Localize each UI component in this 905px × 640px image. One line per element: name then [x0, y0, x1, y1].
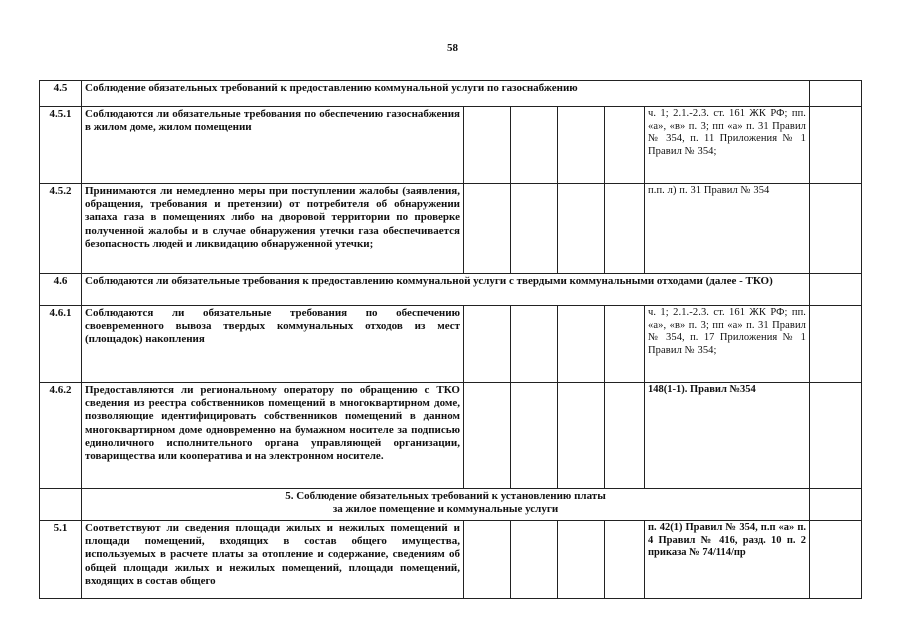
blank-cell — [40, 489, 82, 521]
blank-cell — [810, 274, 862, 306]
answer-yes-cell — [464, 521, 511, 599]
answer-na-cell — [558, 184, 605, 274]
row-number: 4.5 — [40, 81, 82, 107]
page-number: 58 — [447, 42, 458, 54]
answer-na-cell — [558, 107, 605, 184]
legal-reference: ч. 1; 2.1.-2.3. ст. 161 ЖК РФ; пп. «а», «в» п. 3; пп «а» п. 31 Правил № 354, п. 17 Приложения № 1 Правил № 354; — [645, 306, 810, 383]
requirement-text: Соответствуют ли сведения площади жилых и нежилых помещений и площади помещений, входящих в состав общего имущества, используемых в расчете платы за отопление и содержание, сведениям об общей площади жилых и нежилых помещений, площади помещений, входящих в состав общего — [82, 521, 464, 599]
answer-no-cell — [511, 107, 558, 184]
row-number: 4.6 — [40, 274, 82, 306]
requirement-text: Предоставляются ли региональному оператору по обращению с ТКО сведения из реестра собственников помещений в многоквартирном доме, позволяющие идентифицировать собственников помещений в данном многоквартирном доме одновременно на бумажном носителе за подписью единоличного исполнительного органа управляющей организации, товарищества или кооператива и на электронном носителе. — [82, 383, 464, 489]
answer-no-cell — [511, 306, 558, 383]
checklist-table — [39, 80, 862, 599]
section-heading-line: 5. Соблюдение обязательных требований к установлению платы — [285, 490, 606, 502]
blank-cell — [810, 489, 862, 521]
section-row — [40, 81, 862, 107]
note-cell — [605, 184, 645, 274]
row-number: 4.6.2 — [40, 383, 82, 489]
answer-yes-cell — [464, 306, 511, 383]
blank-cell — [810, 107, 862, 184]
answer-yes-cell — [464, 184, 511, 274]
answer-no-cell — [511, 383, 558, 489]
note-cell — [605, 306, 645, 383]
blank-cell — [810, 383, 862, 489]
note-cell — [605, 383, 645, 489]
requirement-text: Соблюдаются ли обязательные требования по обеспечению газоснабжения в жилом доме, жилом помещении — [82, 107, 464, 184]
note-cell — [605, 521, 645, 599]
legal-reference: п. 42(1) Правил № 354, п.п «а» п. 4 Правил № 416, разд. 10 п. 2 приказа № 74/114/пр — [645, 521, 810, 599]
answer-yes-cell — [464, 107, 511, 184]
legal-reference: ч. 1; 2.1.-2.3. ст. 161 ЖК РФ; пп. «а», «в» п. 3; пп «а» п. 31 Правил № 354, п. 11 Приложения № 1 Правил № 354; — [645, 107, 810, 184]
table-row — [40, 107, 862, 184]
requirement-text: Соблюдаются ли обязательные требования по обеспечению своевременного вывоза твердых коммунальных отходов из мест (площадок) накопления — [82, 306, 464, 383]
legal-reference: п.п. л) п. 31 Правил № 354 — [645, 184, 810, 274]
row-number: 4.6.1 — [40, 306, 82, 383]
table-row — [40, 184, 862, 274]
section-row — [40, 274, 862, 306]
answer-yes-cell — [464, 383, 511, 489]
answer-na-cell — [558, 306, 605, 383]
blank-cell — [810, 306, 862, 383]
section-heading-line: за жилое помещение и коммунальные услуги — [332, 503, 559, 516]
blank-cell — [810, 521, 862, 599]
answer-no-cell — [511, 184, 558, 274]
table-row — [40, 383, 862, 489]
blank-cell — [810, 81, 862, 107]
legal-reference: 148(1-1). Правил №354 — [645, 383, 810, 489]
requirement-text: Принимаются ли немедленно меры при поступлении жалобы (заявления, обращения, требования и претензии) от потребителя об обнаружении запаха газа в помещениях либо на дворовой территории по проверке полученной жалобы и в случае обнаружения утечки газа обеспечивается безопасность людей и ликвидацию обнаруженной утечки; — [82, 184, 464, 274]
note-cell — [605, 107, 645, 184]
row-number: 5.1 — [40, 521, 82, 599]
table-row — [40, 306, 862, 383]
section-title: Соблюдаются ли обязательные требования к предоставлению коммунальной услуги с твердыми коммунальными отходами (далее - ТКО) — [82, 274, 810, 306]
section-title: Соблюдение обязательных требований к предоставлению коммунальной услуги по газоснабжению — [82, 81, 810, 107]
answer-na-cell — [558, 383, 605, 489]
section-heading — [82, 489, 810, 521]
row-number: 4.5.1 — [40, 107, 82, 184]
answer-no-cell — [511, 521, 558, 599]
table-row — [40, 521, 862, 599]
row-number: 4.5.2 — [40, 184, 82, 274]
section-header-row — [40, 489, 862, 521]
blank-cell — [810, 184, 862, 274]
answer-na-cell — [558, 521, 605, 599]
